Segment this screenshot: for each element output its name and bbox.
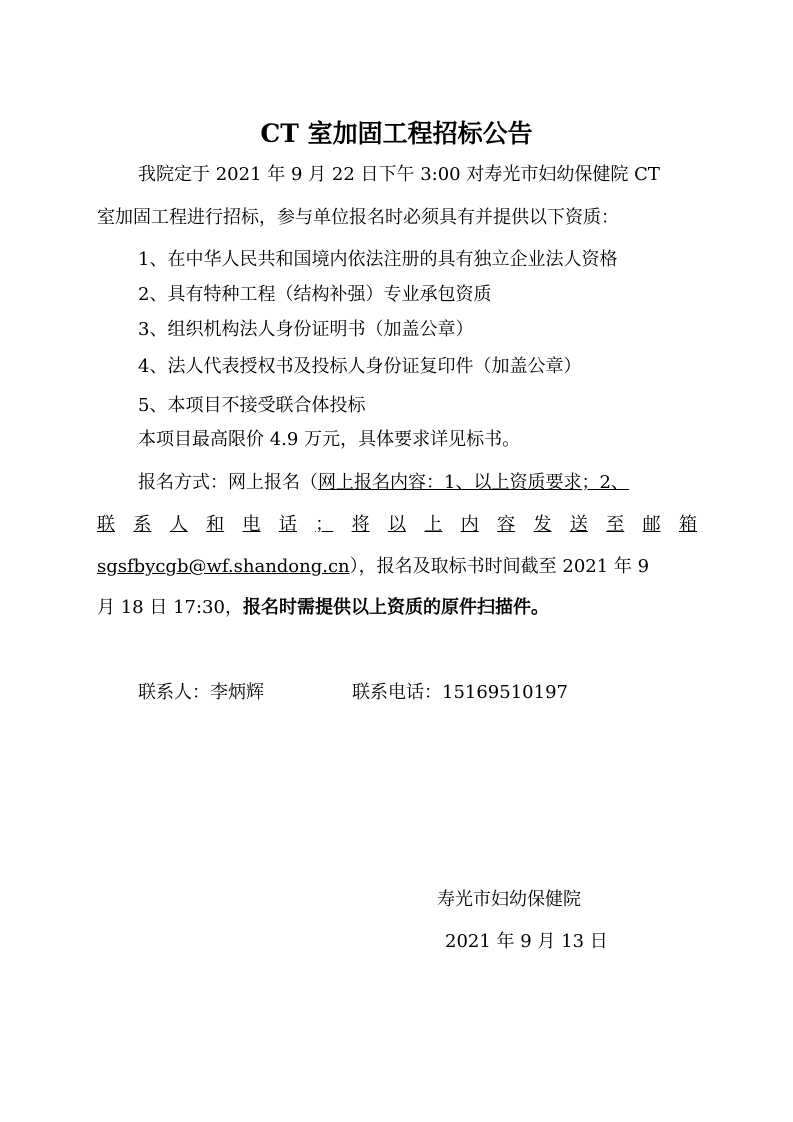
deadline-requirement-bold: 报名时需提供以上资质的原件扫描件。 — [242, 597, 549, 618]
registration-char: 至 — [606, 514, 625, 535]
registration-char: 和 — [206, 514, 225, 535]
registration-line-2 — [97, 510, 697, 540]
registration-char: 发 — [533, 514, 552, 535]
registration-char: 箱 — [679, 514, 697, 535]
page-title: CT 室加固工程招标公告 — [260, 119, 533, 148]
price-note: 本项目最高限价 4.9 万元，具体要求详见标书。 — [138, 429, 521, 450]
contact-person: 联系人：李炳辉 — [138, 682, 264, 703]
registration-char: 上 — [424, 514, 443, 535]
requirement-item-2: 2、具有特种工程（结构补强）专业承包资质 — [138, 284, 492, 305]
registration-content-underlined: 网上报名内容：1、以上资质要求；2、 — [318, 472, 629, 493]
requirement-item-5: 5、本项目不接受联合体投标 — [138, 395, 366, 416]
registration-char: 以 — [388, 514, 406, 535]
registration-char: 话 — [278, 514, 297, 535]
signature-org: 寿光市妇幼保健院 — [437, 889, 581, 910]
intro-line-2: 室加固工程进行招标，参与单位报名时必须具有并提供以下资质： — [97, 207, 619, 228]
requirement-item-1: 1、在中华人民共和国境内依法注册的具有独立企业法人资格 — [138, 249, 618, 270]
registration-char: 邮 — [642, 514, 661, 535]
registration-char: 电 — [242, 514, 261, 535]
registration-line-4 — [97, 593, 549, 623]
registration-char: 送 — [569, 514, 588, 535]
registration-line-1 — [138, 468, 629, 498]
registration-char: 人 — [169, 514, 188, 535]
registration-char: 将 — [351, 514, 370, 535]
registration-deadline-text: ），报名及取标书时间截至 2021 年 9 — [349, 556, 650, 577]
registration-char: ； — [315, 514, 334, 535]
requirement-item-4: 4、法人代表授权书及投标人身份证复印件（加盖公章） — [138, 356, 582, 377]
registration-char: 容 — [497, 514, 516, 535]
requirement-item-3: 3、组织机构法人身份证明书（加盖公章） — [138, 319, 474, 340]
registration-prefix: 报名方式：网上报名（ — [138, 472, 318, 493]
intro-line-1: 我院定于 2021 年 9 月 22 日下午 3:00 对寿光市妇幼保健院 CT — [138, 164, 660, 185]
email-link[interactable]: sgsfbycgb@wf.shandong.cn — [97, 556, 350, 577]
registration-char: 联 — [97, 514, 115, 535]
contact-phone: 联系电话：15169510197 — [352, 682, 568, 703]
signature-date: 2021 年 9 月 13 日 — [445, 931, 608, 952]
registration-line-3 — [97, 552, 649, 582]
deadline-start: 月 18 日 17:30， — [97, 597, 243, 618]
registration-char: 系 — [133, 514, 152, 535]
registration-char: 内 — [460, 514, 479, 535]
